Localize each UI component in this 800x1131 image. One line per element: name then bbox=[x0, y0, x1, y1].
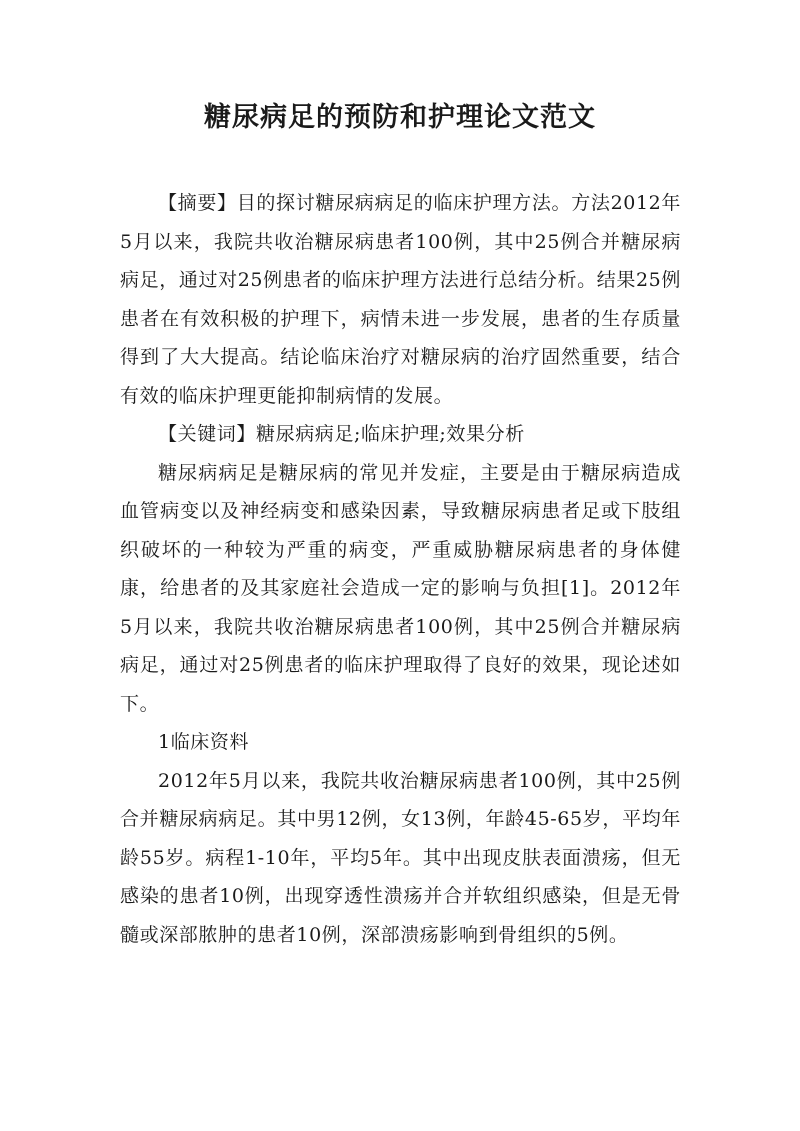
document-body bbox=[120, 184, 681, 954]
intro-paragraph: 糖尿病病足是糖尿病的常见并发症，主要是由于糖尿病造成血管病变以及神经病变和感染因素，导致糖尿病患者足或下肢组织破坏的一种较为严重的病变，严重威胁糖尿病患者的身体健康，给患者的及其家庭社会造成一定的影响与负担[1]。2012年5月以来，我院共收治糖尿病患者100例，其中25例合并糖尿病病足，通过对25例患者的临床护理取得了良好的效果，现论述如下。 bbox=[120, 461, 681, 715]
abstract-paragraph: 【摘要】目的探讨糖尿病病足的临床护理方法。方法2012年5月以来，我院共收治糖尿病患者100例，其中25例合并糖尿病病足，通过对25例患者的临床护理方法进行总结分析。结果25例患者在有效积极的护理下，病情未进一步发展，患者的生存质量得到了大大提高。结论临床治疗对糖尿病的治疗固然重要，结合有效的临床护理更能抑制病情的发展。 bbox=[120, 192, 681, 407]
clinical-data-paragraph: 2012年5月以来，我院共收治糖尿病患者100例，其中25例合并糖尿病病足。其中男12例，女13例，年龄45-65岁，平均年龄55岁。病程1-10年，平均5年。其中出现皮肤表面溃疡，但无感染的患者10例，出现穿透性溃疡并合并软组织感染，但是无骨髓或深部脓肿的患者10例，深部溃疡影响到骨组织的5例。 bbox=[120, 769, 681, 946]
document-title: 糖尿病足的预防和护理论文范文 bbox=[204, 102, 596, 133]
keywords-paragraph: 【关键词】糖尿病病足;临床护理;效果分析 bbox=[158, 423, 525, 445]
section-heading-clinical-data: 1临床资料 bbox=[158, 731, 250, 753]
